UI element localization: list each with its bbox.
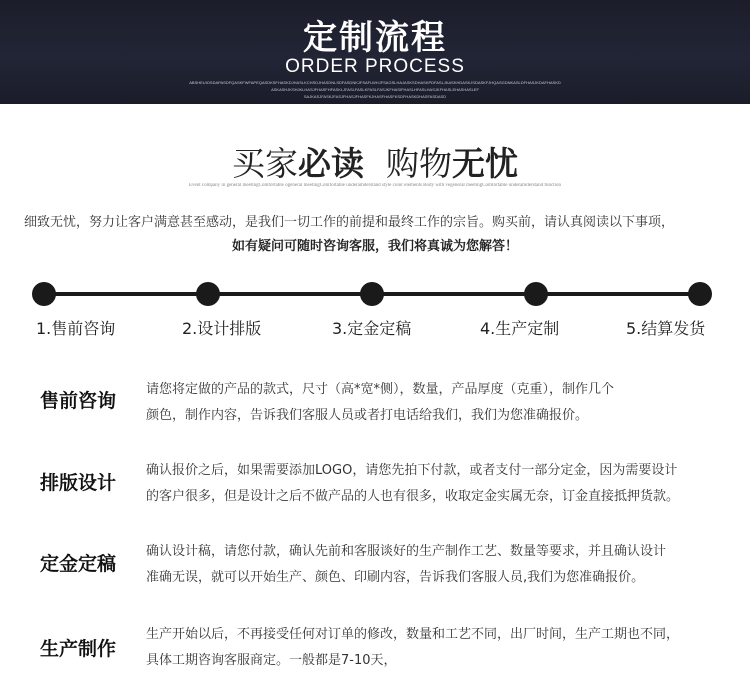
section-title: 排版设计 — [40, 472, 117, 494]
section-title: 定金定稿 — [40, 553, 117, 575]
heading-part2: 购物 — [386, 144, 452, 183]
section-text — [146, 458, 679, 510]
section-text — [146, 377, 614, 429]
step-label: 1.售前咨询 — [36, 319, 116, 338]
banner-subtitle: ORDER PROCESS — [285, 56, 465, 77]
step-label: 3.定金定稿 — [332, 319, 412, 338]
section-line: 生产开始以后，不再接受任何对订单的修改，数量和工艺不同，出厂时间，生产工期也不同， — [146, 627, 680, 642]
section-title: 售前咨询 — [40, 390, 117, 412]
section-text — [146, 622, 679, 674]
intro-emphasis: 如有疑问可随时咨询客服，我们将真诚为您解答！ — [231, 239, 518, 254]
timeline-dot — [196, 282, 220, 306]
step-label: 2.设计排版 — [182, 319, 262, 338]
section-text — [146, 539, 666, 591]
heading-part1: 买家 — [232, 144, 298, 183]
page-heading — [0, 138, 750, 185]
section-line: 准确无误，就可以开始生产、颜色、印刷内容，告诉我们客服人员,我们为您准确报价。 — [146, 570, 645, 585]
section-line: 确认设计稿，请您付款，确认先前和客服谈好的生产制作工艺、数量等要求，并且确认设计 — [146, 544, 667, 559]
step-label: 5.结算发货 — [626, 319, 706, 338]
banner-fine-text: SAJKASJFASKJFASJFHASJFHASFKJHASFHASFKSDFHASKDHASFASDASD — [303, 94, 447, 99]
heading-part1-bold: 必读 — [298, 144, 364, 183]
section-line: 具体工期咨询客服商定。一般都是7-10天， — [146, 653, 397, 668]
section-line: 确认报价之后，如果需要添加LOGO，请您先拍下付款，或者支付一部分定金，因为需要设计 — [146, 463, 678, 478]
step-label: 4.生产定制 — [480, 319, 560, 338]
intro-text: 细致无忧，努力让客户满意甚至感动，是我们一切工作的前提和最终工作的宗旨。购买前，请认真阅读以下事项， — [24, 215, 675, 230]
heading-part2-bold: 无忧 — [452, 144, 518, 183]
section-line: 颜色，制作内容，告诉我们客服人员或者打电话给我们，我们为您准确报价。 — [146, 408, 589, 423]
timeline-dot — [688, 282, 712, 306]
section-line: 请您将定做的产品的款式，尺寸（高*宽*侧），数量，产品厚度（克重），制作几个 — [146, 382, 615, 397]
section-title: 生产制作 — [40, 638, 117, 660]
banner-fine-text: ABSHEUIOSDAPASDFQASKFWFAPEQASDKSFHASKDJHASLKCHSDJHASDNLSDFASDNKJFSAFLWHJFSAGSLHAJASKSDHASKPDFASLJKASKHDASKJSDASKFJHQASGDNKASLDFHASJKDAFHASKD — [189, 80, 561, 85]
timeline-dot — [360, 282, 384, 306]
timeline-dot — [524, 282, 548, 306]
section-line: 的客户很多，但是设计之后不做产品的人也有很多，收取定金实属无奈，订金直接抵押货款。 — [146, 489, 680, 504]
heading-subtitle: Event company in general meetingComfortable ogeneral meetingComfortable underamderstand style color elements Body with vegeneral meetingComfortable underamderstand function — [188, 183, 562, 188]
banner-fine-text: ASKASHJKSHJKLHASJFHASFHFASKLJFASLFASLKFASLFASJKFHASIFHASLHFASLHASJKFHASLEHASHASLEF — [271, 87, 479, 92]
timeline-dot — [32, 282, 56, 306]
banner-title: 定制流程 — [303, 18, 447, 58]
header-banner — [0, 0, 750, 104]
